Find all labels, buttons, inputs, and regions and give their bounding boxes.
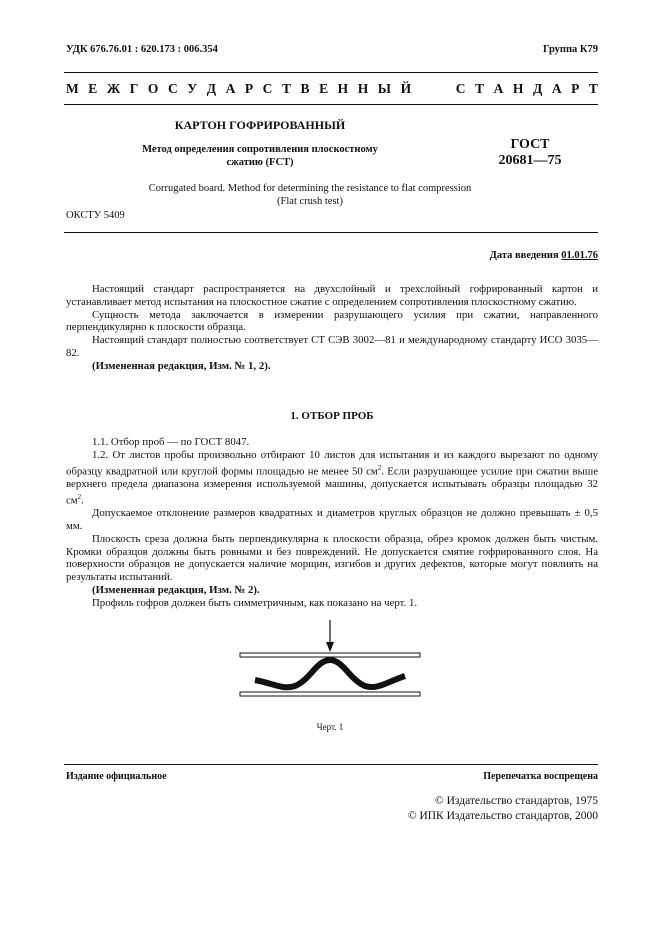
banner-letter: М [66,81,79,96]
reprint-prohibited: Перепечатка воспрещена [483,771,598,782]
intro-paragraph-2: Сущность метода заключается в измерении разрушающего усилия при сжатии, направленного перпендикулярно к плоскости образца. [66,308,598,334]
flute-profile-drawing [235,620,425,705]
lower-plate [240,692,420,696]
flute-profile-paragraph: Профиль гофров должен быть симметричным, как показано на черт. 1. [92,596,418,609]
official-edition: Издание официальное [66,771,167,782]
standard-subtitle: Метод определения сопротивления плоскостному сжатию (FCT) [142,144,378,168]
intro-amendment-note: (Измененная редакция, Изм. № 1, 2). [92,359,271,372]
banner-letter: У [187,81,198,96]
banner-letter: Ы [377,81,392,96]
banner-letter: Р [244,81,254,96]
banner-letter: Ж [106,81,121,96]
english-title: Corrugated board. Method for determining the resistance to flat compression (Flat crush test) [148,183,472,207]
banner-letter: А [225,81,236,96]
tolerance-paragraph: Допускаемое отклонение размеров квадратных и диаметров круглых образцов не должно превышать ± 0,5 мм. [66,507,598,532]
banner-letter [438,81,446,97]
title-rule [64,232,598,233]
banner-letter: Й [400,81,412,96]
banner-letter: Д [206,81,217,96]
banner-letter: Н [512,81,524,96]
banner-letter: Т [588,81,598,96]
okstu-code: ОКСТУ 5409 [66,210,125,221]
banner-letter: Е [88,81,98,96]
figure-caption: Черт. 1 [316,722,344,732]
footer-rule [64,764,598,765]
section-1-body [66,436,598,610]
group-code: Группа К79 [542,44,598,55]
standard-title: КАРТОН ГОФРИРОВАННЫЙ [174,118,346,132]
udk-code: УДК 676.76.01 : 620.173 : 006.354 [66,44,218,55]
banner-letter: С [455,81,466,96]
introduction-date: Дата введения 01.01.76 [489,250,598,261]
banner-letter: С [167,81,178,96]
intro-paragraph-3: Настоящий стандарт полностью соответствует СТ СЭВ 3002—81 и международному стандарту ИСО 3035—82. [66,334,598,359]
banner-letter: С [262,81,273,96]
banner-letter: А [493,81,504,96]
banner-rule [64,104,598,105]
banner-letter: Н [337,81,349,96]
copyright-1975: © Издательство стандартов, 1975 [434,795,598,807]
force-arrow-head [326,642,334,652]
intro-block [66,283,598,373]
banner-letter [421,81,429,97]
banner-letter: А [551,81,562,96]
section-1-amendment-note: (Измененная редакция, Изм. № 2). [92,583,260,596]
banner-letter: Г [129,81,139,96]
top-rule [64,72,598,73]
clause-1-1: 1.1. Отбор проб — по ГОСТ 8047. [92,436,250,448]
banner-letter: Р [571,81,580,96]
banner-letter: В [300,81,310,96]
gost-number: ГОСТ 20681—75 [498,137,562,168]
clause-1-2: 1.2. От листов пробы произвольно отбирают 10 листов для испытания и из каждого вырезают по одному образцу квадратной или круглой формы площадью не менее 50 $см^2$. Если разрушающее усилие при сжатии выше верхнего предела диапазона измерения используемой машины, допускается испытывать образцы площадью 32 $см^2$. [66,448,598,507]
banner-letter: Т [281,81,291,96]
banner-letter: Е [319,81,329,96]
copyright-2000: © ИПК Издательство стандартов, 2000 [407,810,598,822]
upper-plate [240,653,420,657]
cut-plane-paragraph: Плоскость среза должна быть перпендикулярна к плоскости образца, обрез кромок должен быть чистым. Кромки образцов должны быть ровными и без повреждений. Не допускается смятие гофрированного слоя. На поверхности образцов не допускается наличие морщин, изгибов и других дефектов, которые могут повлиять на результаты испытаний. [66,532,598,584]
banner-letter: О [147,81,159,96]
banner-letter: Т [475,81,485,96]
section-1-heading: 1. ОТБОР ПРОБ [290,410,374,422]
interstate-standard-banner [66,81,598,97]
corrugated-flute [255,660,405,687]
banner-letter: Н [357,81,369,96]
banner-letter: Д [532,81,543,96]
intro-paragraph-1: Настоящий стандарт распространяется на двухслойный и трехслойный гофрированный картон и устанавливает метод испытания на плоскостное сжатие с определением сопротивления плоскостному сжатию. [66,283,598,308]
